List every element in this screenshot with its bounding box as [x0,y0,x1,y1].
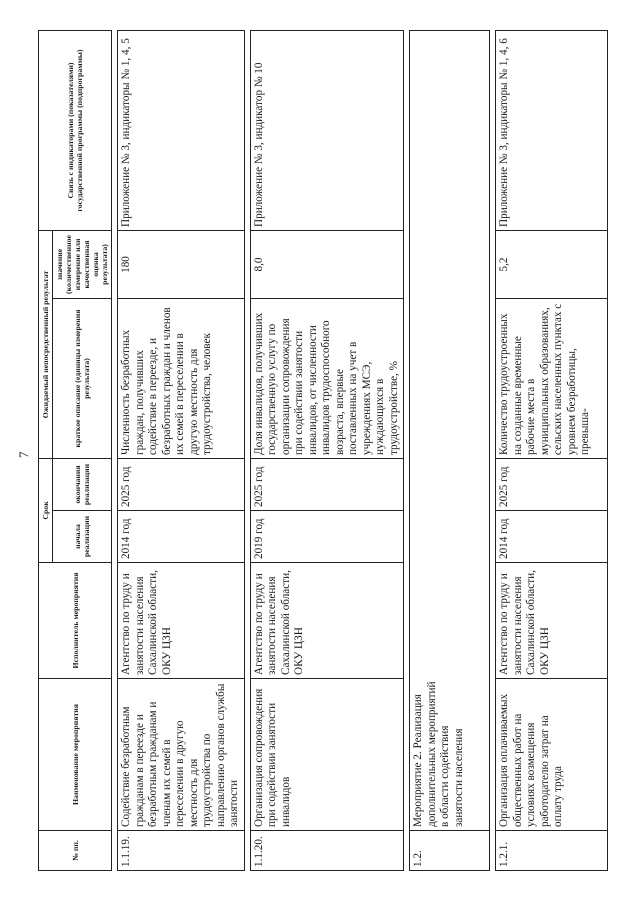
row-link: Приложение № 3, индикаторы № 1, 4, 6 [496,30,608,230]
row-executor: Агентство по труду и занятости населения Сахалинской области, ОКУ ЦЗН [118,563,245,679]
header-result: Ожидаемый непосредственный результат [39,230,53,458]
header-value: значение (количественное измерение или качественная оценка результата) [53,230,112,298]
row-name: Мероприятие 2. Реализация дополнительных мероприятий в области содействия занятости населения [412,681,465,827]
row-end: 2025 год [118,458,245,510]
header-short-desc: краткое описание (единицы измерения результата) [53,298,112,458]
program-activities-table [38,30,608,871]
row-executor: Агентство по труду и занятости населения Сахалинской области, ОКУ ЦЗН [250,563,404,679]
row-value: 5,2 [496,230,608,298]
rotated-page [4,0,640,905]
row-start: 2014 год [118,511,245,563]
row-name: Организация оплачиваемых общественных работ на условиях возмещения работодателю затрат на оплату труда [496,679,608,831]
header-end: окончания реализации [53,458,112,510]
row-desc: Доля инвалидов, получивших государственную услугу по организации сопровождения при содействии занятости инвалидов, от численности инвалидов трудоспособного возраста, впервые поставленных на учет в учреждениях МСЭ, нуждающихся в трудоустройстве, % [250,298,404,458]
row-start: 2014 год [496,511,608,563]
row-value: 180 [118,230,245,298]
header-executor: Исполнитель мероприятия [39,563,112,679]
row-name: Организация сопровождения при содействии занятости инвалидов [250,679,404,831]
row-num: 1.2. [410,831,490,871]
row-num: 1.1.19. [118,831,245,871]
row-num: 1.1.20. [250,831,404,871]
row-desc: Количество трудоустроенных на созданные временные рабочие места в муниципальных образованиях, сельских населенных пунктах с уровнем безработицы, превыша- [496,298,608,458]
row-end: 2025 год [250,458,404,510]
row-link: Приложение № 3, индикатор № 10 [250,30,404,230]
table-row [410,30,490,870]
page-number: 7 [16,451,31,458]
row-end: 2025 год [496,458,608,510]
row-name: Содействие безработным гражданам в переезде и безработным гражданам и членам их семей в переселении в другую местность для трудоустройства по направлению органов службы занятости [118,679,245,831]
row-desc: Численность безработных граждан, получивших содействие в переезде, и безработных граждан и членов их семей в переселении в другую местность для трудоустройства, человек [118,298,245,458]
header-num: № пп. [39,831,112,871]
header-row-1 [39,30,53,870]
header-name: Наименование мероприятия [39,679,112,831]
table-row [118,30,245,870]
table-row [250,30,404,870]
row-link: Приложение № 3, индикаторы № 1, 4, 5 [118,30,245,230]
header-link: Связь с индикаторами (показателями) государственной программы (подпрограммы) [39,30,112,230]
row-start: 2019 год [250,511,404,563]
row-num: 1.2.1. [496,831,608,871]
row-executor: Агентство по труду и занятости населения Сахалинской области, ОКУ ЦЗН [496,563,608,679]
row-value: 8,0 [250,230,404,298]
header-term: Срок [39,458,53,562]
header-start: начала реализации [53,511,112,563]
table-row [496,30,608,870]
